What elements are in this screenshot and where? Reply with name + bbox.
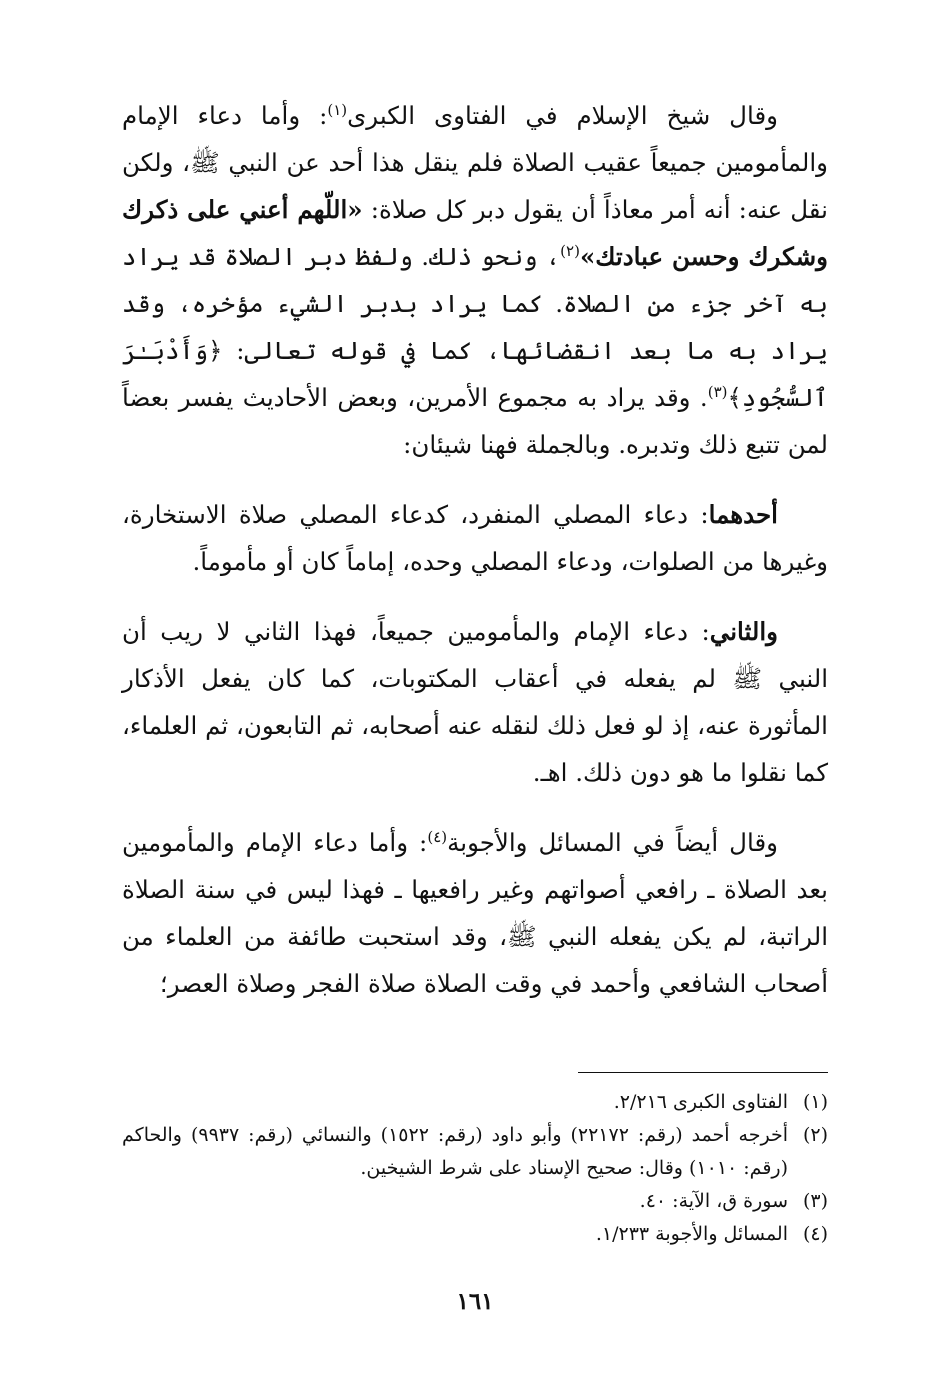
footnote-4 xyxy=(122,1218,828,1251)
footnote-2-text: أخرجه أحمد (رقم: ٢٢١٧٢) وأبو داود (رقم: ١٥٢٢) والنسائي (رقم: ٩٩٣٧) والحاكم (رقم: ١٠١٠) وقال: صحيح الإسناد على شرط الشيخين. xyxy=(122,1124,788,1179)
footnote-2-number: (٢) xyxy=(802,1124,828,1146)
paragraph-2-lead: أحدهما xyxy=(708,500,778,529)
paragraph-2-text: : دعاء المصلي المنفرد، كدعاء المصلي صلاة الاستخارة، وغيرها من الصلوات، ودعاء المصلي وحده، إماماً كان أو مأموماً. xyxy=(122,500,828,576)
footnote-1-text: الفتاوى الكبرى ٢/٢١٦. xyxy=(613,1091,788,1113)
paragraph-1-intro: وقال شيخ الإسلام في الفتاوى الكبرى xyxy=(347,101,778,130)
footnote-4-text: المسائل والأجوبة ١/٢٣٣. xyxy=(595,1223,788,1245)
paragraph-2 xyxy=(122,491,828,585)
paragraph-1-ending: . وقد يراد به مجموع الأمرين، وبعض الأحاديث يفسر بعضاً لمن تتبع ذلك وتدبره. وبالجملة فهنا شيئان: xyxy=(122,383,828,459)
paragraph-4-text: : وأما دعاء الإمام والمأمومين بعد الصلاة ـ رافعي أصواتهم وغير رافعيها ـ فهذا ليس في سنة الصلاة الراتبة، لم يكن يفعله النبي ﷺ، وقد استحبت طائفة من العلماء من أصحاب الشافعي وأحمد في وقت الصلاة صلاة الفجر وصلاة العصر؛ xyxy=(122,828,828,998)
footnote-3-number: (٣) xyxy=(802,1190,828,1212)
main-text xyxy=(122,92,828,1007)
paragraph-4 xyxy=(122,819,828,1007)
hadith-quote: «اللّهم أعني على ذكرك وشكرك وحسن عبادتك» xyxy=(122,195,829,271)
page-number: ١٦١ xyxy=(456,1288,494,1315)
footnote-ref-1[interactable]: (١) xyxy=(327,100,348,119)
footnote-4-number: (٤) xyxy=(802,1223,828,1245)
footnote-1-number: (١) xyxy=(802,1091,828,1113)
footnote-separator xyxy=(578,1072,828,1073)
footnote-1 xyxy=(122,1086,828,1119)
paragraph-3-lead: والثاني xyxy=(709,617,778,646)
paragraph-3-text: : دعاء الإمام والمأمومين جميعاً، فهذا الثاني لا ريب أن النبي ﷺ لم يفعله في أعقاب المكتوبات، كما كان يفعل الأذكار المأثورة عنه، إذ لو فعل ذلك لنقله عنه أصحابه، ثم التابعون، ثم العلماء، كما نقلوا ما هو دون ذلك. اهـ. xyxy=(122,617,828,787)
footnote-3 xyxy=(122,1185,828,1218)
paragraph-3 xyxy=(122,608,828,796)
footnotes xyxy=(122,1086,828,1251)
footnote-3-text: سورة ق، الآية: ٤٠. xyxy=(639,1190,788,1212)
paragraph-1 xyxy=(122,92,828,468)
footnote-2 xyxy=(122,1119,828,1185)
paragraph-1-text: : وأما دعاء الإمام والمأمومين جميعاً عقيب الصلاة فلم ينقل هذا أحد عن النبي ﷺ، ولكن نقل عنه: أنه أمر معاذاً أن يقول دبر كل صلاة: xyxy=(122,101,828,224)
footnote-ref-3[interactable]: (٣) xyxy=(707,382,728,401)
paragraph-1-continuation: ، ونحو ذلك. ولفظ دبر الصلاة قد يراد به آخر جزء من الصلاة. كما يراد بدبر الشيء مؤخره، وقد يراد به ما بعد انقضائها، كما في قوله تعالى: ﴿وَأَدْبَـٰرَ ٱلسُّجُودِ﴾ xyxy=(122,242,828,412)
paragraph-4-intro: وقال أيضاً في المسائل والأجوبة xyxy=(447,828,778,857)
footnote-ref-4[interactable]: (٤) xyxy=(427,827,448,846)
footnote-ref-2[interactable]: (٢) xyxy=(560,241,580,260)
